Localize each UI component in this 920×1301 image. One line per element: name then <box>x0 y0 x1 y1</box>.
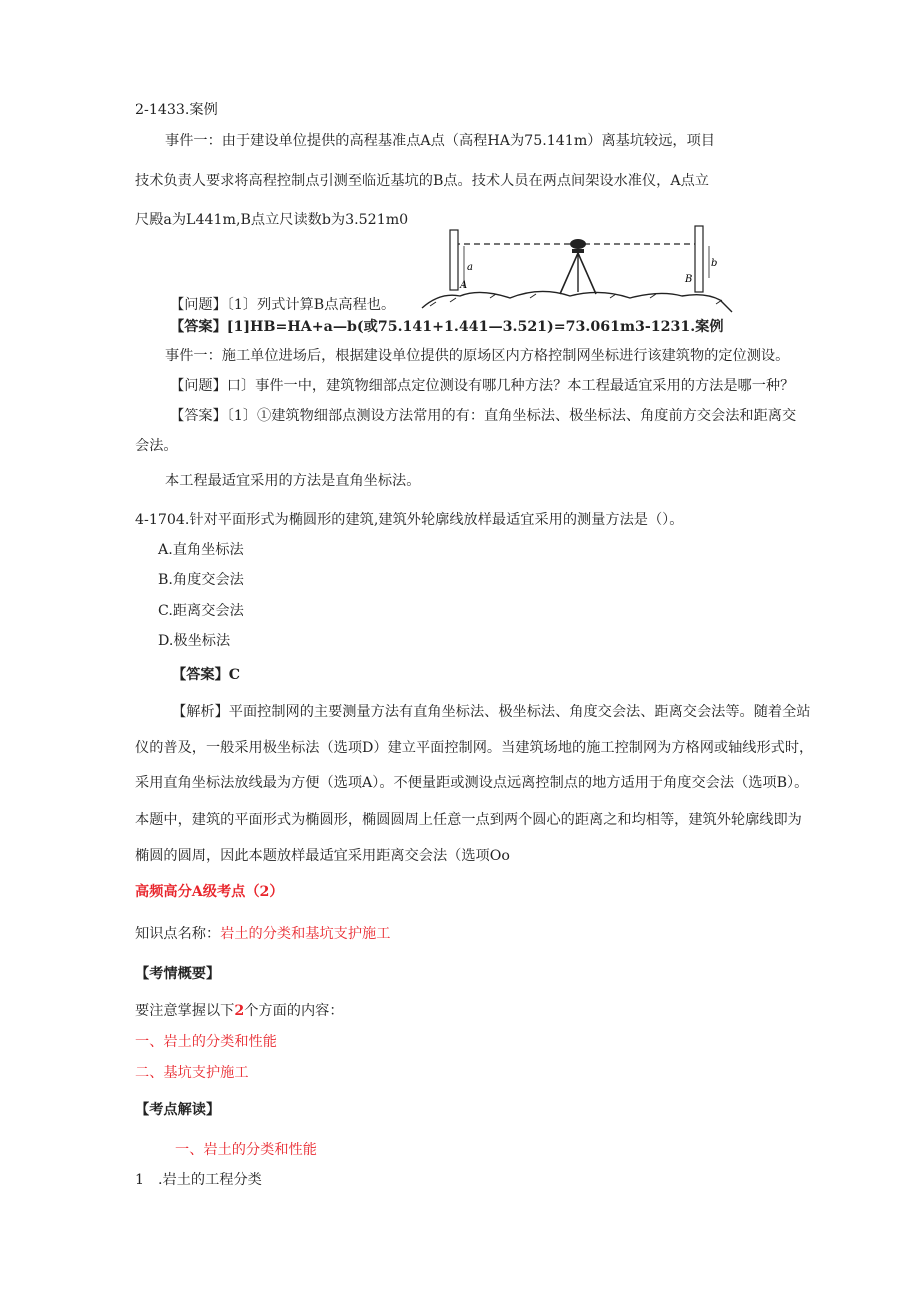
level-instrument <box>570 239 586 249</box>
knowledge-point-value: 岩土的分类和基坑支护施工 <box>220 926 391 942</box>
item-1-number: 1 <box>135 1172 145 1188</box>
section-title: 高频高分A级考点（2） <box>135 884 284 900</box>
analysis-line5: 椭圆的圆周，因此本题放样最适宜采用距离交会法（选项Oo <box>135 848 510 864</box>
point-2: 二、基坑支护施工 <box>135 1065 249 1081</box>
option-c: C.距离交会法 <box>158 603 244 619</box>
overview-count: 2 <box>234 1003 245 1019</box>
label-A: A <box>460 280 468 291</box>
knowledge-point <box>135 925 390 943</box>
overview-post: 个方面的内容： <box>244 1003 344 1019</box>
option-d: D.极坐标法 <box>158 633 231 649</box>
overview-pre: 要注意掌握以下 <box>135 1003 235 1019</box>
answer-2-line3: 本工程最适宜采用的方法是直角坐标法。 <box>165 473 421 489</box>
question-answer: 【答案】C <box>172 667 241 683</box>
overview-text <box>135 1002 344 1020</box>
overview-label: 【考情概要】 <box>135 966 221 982</box>
item-1-text: .岩土的工程分类 <box>158 1172 262 1188</box>
staff-a <box>450 230 458 290</box>
knowledge-point-label: 知识点名称： <box>135 926 221 942</box>
event2: 事件一：施工单位进场后，根据建设单位提供的原场区内方格控制网坐标进行该建筑物的定位测设。 <box>165 348 790 364</box>
analysis-line3: 采用直角坐标法放线最为方便（选项A）。不便量距或测设点远离控制点的地方适用于角度交会法（选项B）。 <box>135 775 809 791</box>
event1-line2: 技术负责人要求将高程控制点引测至临近基坑的B点。技术人员在两点间架设水准仪，A点立 <box>135 173 709 189</box>
label-B: B <box>685 274 693 285</box>
sub-heading: 一、岩土的分类和性能 <box>175 1142 317 1158</box>
case-header: 2-1433.案例 <box>135 102 218 118</box>
label-a: a <box>467 262 473 273</box>
option-b: B.角度交会法 <box>158 572 244 588</box>
analysis-line4: 本题中，建筑的平面形式为椭圆形，椭圆圆周上任意一点到两个圆心的距离之和均相等，建筑外轮廓线即为 <box>135 812 802 828</box>
item-1 <box>135 1171 262 1189</box>
event1-line3: 尺殿a为L441m,B点立尺读数b为3.521m0 <box>135 212 409 228</box>
question-1: 【问题】〔1〕列式计算B点高程也。 <box>170 297 396 313</box>
option-a: A.直角坐标法 <box>158 542 244 558</box>
event1-line1: 事件一：由于建设单位提供的高程基准点A点（高程HA为75.141m）离基坑较远，项目 <box>165 133 715 149</box>
answer-2-line1: 【答案】〔1〕①建筑物细部点测设方法常用的有：直角坐标法、极坐标法、角度前方交会法和距离交 <box>170 408 797 424</box>
leveling-diagram <box>420 222 742 314</box>
staff-b <box>695 226 703 292</box>
analysis-line2: 仪的普及，一般采用极坐标法（选项D）建立平面控制网。当建筑场地的施工控制网为方格网或轴线形式时， <box>135 740 814 756</box>
reading-label: 【考点解读】 <box>135 1102 221 1118</box>
analysis-line1: 【解析】平面控制网的主要测量方法有直角坐标法、极坐标法、角度交会法、距离交会法等。随着全站 <box>172 704 811 720</box>
label-b: b <box>711 258 718 269</box>
point-1: 一、岩土的分类和性能 <box>135 1034 277 1050</box>
answer-2-line2: 会法。 <box>135 438 178 454</box>
ground-line <box>422 291 732 312</box>
question-stem: 4-1704.针对平面形式为椭圆形的建筑,建筑外轮廓线放样最适宜采用的测量方法是（）。 <box>135 512 684 528</box>
question-2: 【问题】口〕事件一中，建筑物细部点定位测设有哪几种方法？本工程最适宜采用的方法是哪一种？ <box>170 378 795 394</box>
answer-1: 【答案】[1]HB=HA+a—b(或75.141+1.441—3.521)=73.061m3-1231.案例 <box>170 319 724 335</box>
